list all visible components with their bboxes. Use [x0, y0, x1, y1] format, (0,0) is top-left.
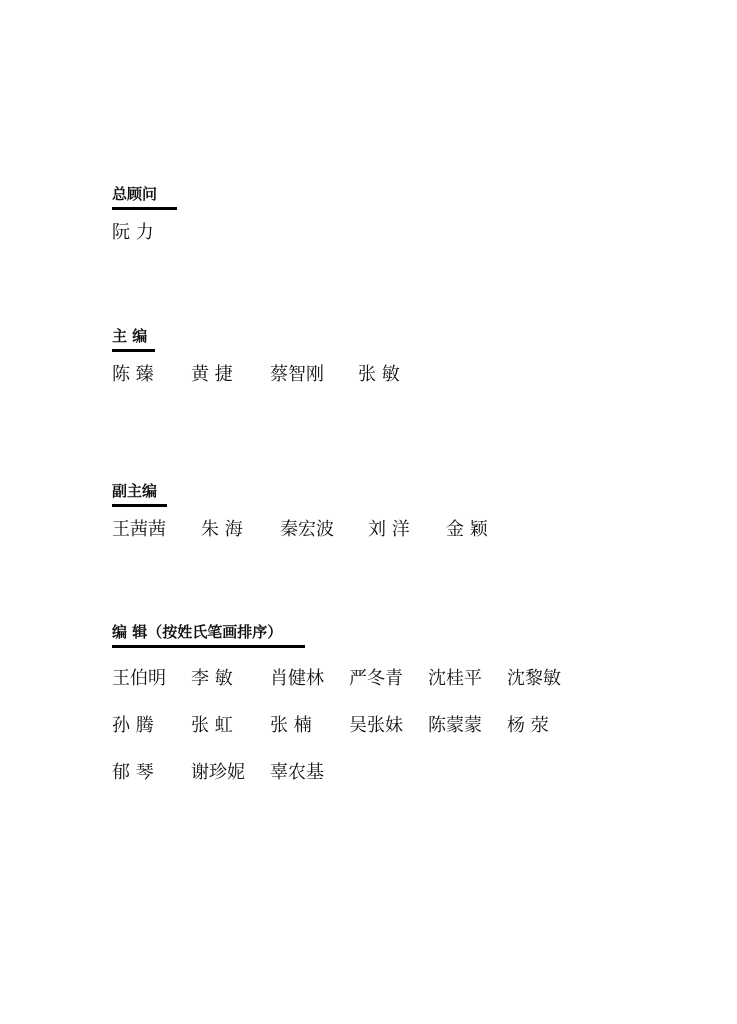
deputy-editor-name: 金 颖: [446, 519, 488, 540]
editors-heading: 编 辑（按姓氏笔画排序）: [112, 623, 283, 641]
chief-editor-names: [112, 364, 400, 386]
deputy-editor-name: 朱 海: [201, 519, 243, 540]
editor-name: 沈黎敏: [507, 668, 561, 689]
editors-row: [112, 668, 561, 690]
editor-name: 谢珍妮: [191, 762, 245, 783]
editor-name: 孙 腾: [112, 715, 154, 736]
editors-underline: [112, 645, 305, 648]
advisor-section: [112, 185, 177, 244]
advisor-name: 阮 力: [112, 222, 154, 243]
editor-name: 李 敏: [191, 668, 233, 689]
deputy-editor-name: 王茜茜: [112, 519, 166, 540]
editor-name: 王伯明: [112, 668, 166, 689]
editor-name: 张 虹: [191, 715, 233, 736]
advisor-underline: [112, 207, 177, 210]
deputy-editor-name: 秦宏波: [280, 519, 334, 540]
editor-name: 郁 琴: [112, 762, 154, 783]
editor-name: 肖健林: [270, 668, 324, 689]
chief-editor-underline: [112, 349, 155, 352]
editor-name: 杨 荥: [507, 715, 549, 736]
editor-name: 严冬青: [349, 668, 403, 689]
editor-name: 沈桂平: [428, 668, 482, 689]
deputy-editor-section: [112, 482, 488, 541]
editors-section: [112, 623, 305, 648]
advisor-names: [112, 222, 177, 244]
chief-editor-name: 黄 捷: [191, 364, 233, 385]
editor-name: 辜农基: [270, 762, 324, 783]
deputy-editor-name: 刘 洋: [368, 519, 410, 540]
editor-name: 吴张妹: [349, 715, 403, 736]
advisor-heading: 总顾问: [112, 185, 158, 203]
editors-row: [112, 762, 324, 784]
deputy-editor-names: [112, 519, 488, 541]
editor-name: 张 楠: [270, 715, 312, 736]
chief-editor-name: 张 敏: [358, 364, 400, 385]
chief-editor-name: 蔡智刚: [270, 364, 324, 385]
editors-row: [112, 715, 549, 737]
deputy-editor-heading: 副主编: [112, 482, 158, 500]
editor-name: 陈蒙蒙: [428, 715, 482, 736]
deputy-editor-underline: [112, 504, 167, 507]
chief-editor-heading: 主 编: [112, 327, 148, 345]
chief-editor-name: 陈 臻: [112, 364, 154, 385]
chief-editor-section: [112, 327, 400, 386]
